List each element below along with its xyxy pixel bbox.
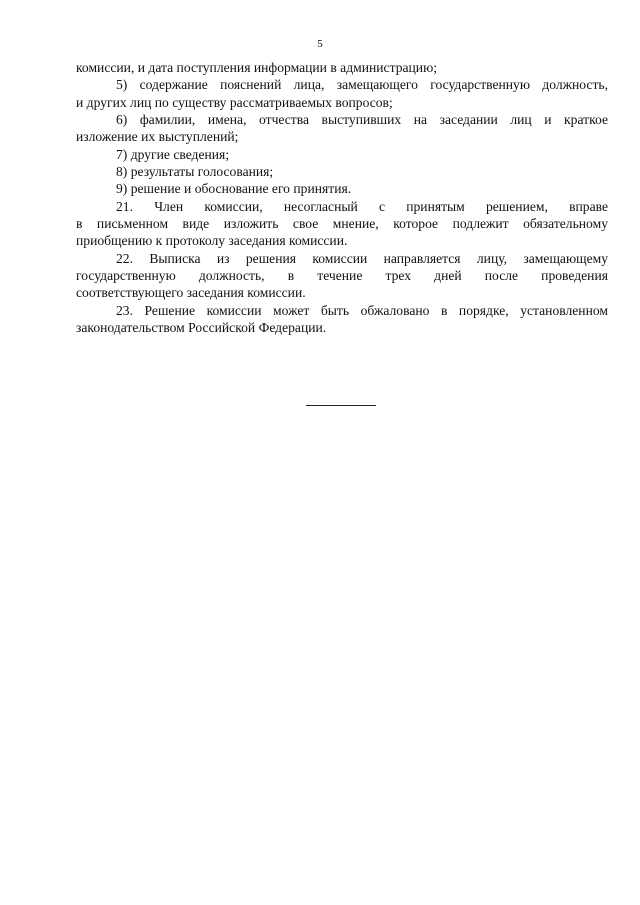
text-line: 23. Решение комиссии может быть обжаловано в порядке, установленном: [116, 302, 608, 318]
text-line: государственную должность, в течение трех дней после проведения: [76, 268, 608, 284]
page-number: 5: [317, 38, 323, 50]
text-line: соответствующего заседания комиссии.: [76, 285, 306, 301]
text-line: 8) результаты голосования;: [116, 164, 274, 180]
text-line: и других лиц по существу рассматриваемых вопросов;: [76, 94, 393, 110]
text-line: 22. Выписка из решения комиссии направляется лицу, замещающему: [116, 250, 608, 266]
text-line: 5) содержание пояснений лица, замещающего государственную должность,: [116, 77, 608, 93]
text-line: 9) решение и обоснование его принятия.: [116, 181, 352, 197]
text-line: 7) другие сведения;: [116, 146, 230, 162]
text-line: приобщению к протоколу заседания комиссии.: [76, 233, 348, 249]
text-line: законодательством Российской Федерации.: [76, 320, 327, 336]
end-of-text-rule: [306, 405, 376, 406]
text-line: 6) фамилии, имена, отчества выступивших на заседании лиц и краткое: [116, 112, 608, 128]
text-line: 21. Член комиссии, несогласный с принятым решением, вправе: [116, 198, 608, 214]
body-text: [76, 59, 608, 337]
text-line: в письменном виде изложить свое мнение, которое подлежит обязательному: [76, 216, 608, 232]
text-line: комиссии, и дата поступления информации в администрацию;: [76, 60, 438, 75]
text-line: изложение их выступлений;: [76, 129, 239, 145]
